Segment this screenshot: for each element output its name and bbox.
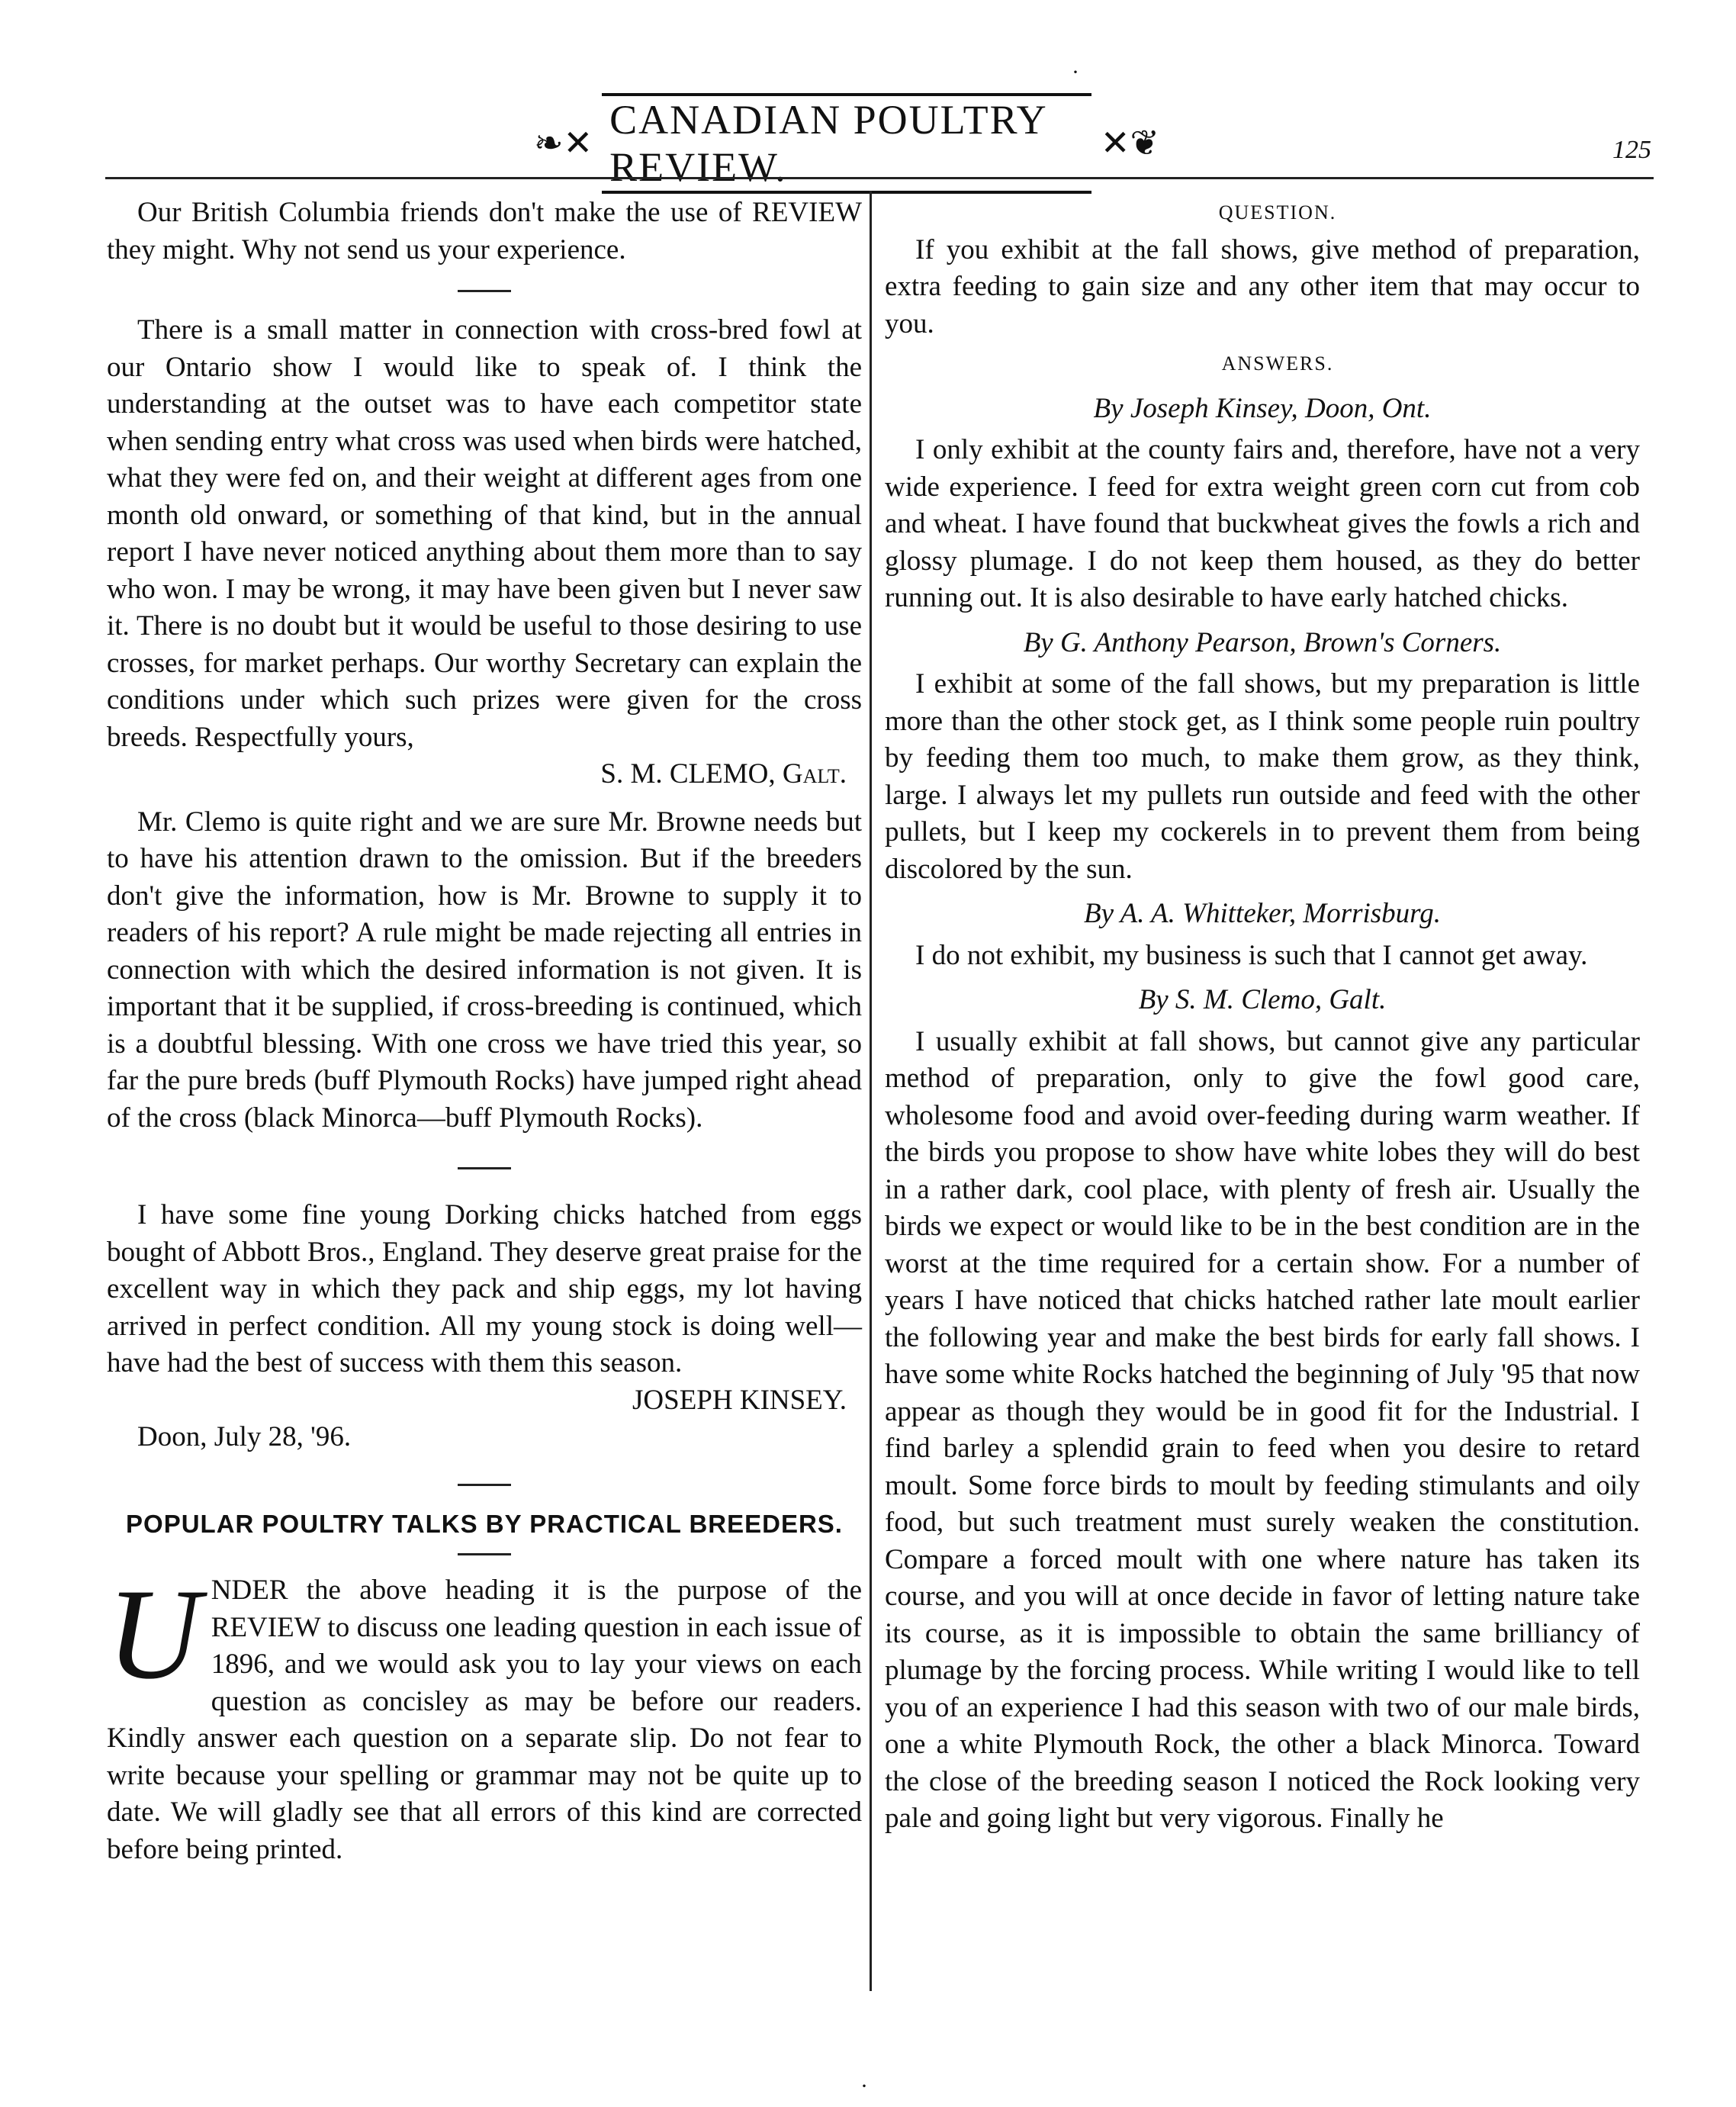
byline-kinsey: By Joseph Kinsey, Doon, Ont. [1093, 392, 1432, 424]
column-divider [870, 191, 872, 1991]
signature-kinsey: JOSEPH KINSEY. [632, 1384, 847, 1416]
intro-text: NDER the above heading it is the purpose of the REVIEW to discuss one leading question in each issue of 1896, and we would ask you to lay your views on each question as concisley as may be before our readers. Kindly answer each question on a separate slip. Do not fear to write because your spelling or grammar may not be quite up to date. We will gladly see that all errors of this kind are corrected before being printed. [107, 1575, 862, 1865]
ornament-right-icon: ✕❦ [1100, 124, 1159, 162]
answer-kinsey: I only exhibit at the county fairs and, therefore, have not a very wide experience. I feed for extra weight green corn cut from cob and wheat. I have found that buckwheat gives the fowls a rich and glossy plumage. I do not keep them housed, as they do better running out. It is also desirable to have early hatched chicks. [885, 434, 1640, 613]
question-label: QUESTION. [1218, 201, 1337, 224]
answer-pearson: I exhibit at some of the fall shows, but my preparation is little more than the other stock get, as I think some people ruin poultry by feeding them too much, to make them grow, as they think, large. I always let my pullets run outside and feed with the other pullets, but I keep my cockerels in to prevent them from being discolored by the sun. [885, 668, 1640, 885]
paragraph-british-columbia: Our British Columbia friends don't make the use of REVIEW they might. Why not send us your experience. [107, 197, 862, 265]
ornament-left-icon: ❧✕ [534, 124, 593, 162]
header-rule [105, 177, 1654, 179]
publication-title: CANADIAN POULTRY REVIEW. [602, 93, 1091, 194]
byline-pearson: By G. Anthony Pearson, Brown's Corners. [1023, 626, 1502, 658]
stray-dot-top: · [1072, 60, 1079, 85]
stray-dot-bottom: · [860, 2073, 868, 2099]
section-heading: POPULAR POULTRY TALKS BY PRACTICAL BREEDERS. [126, 1509, 843, 1538]
byline-clemo: By S. M. Clemo, Galt. [1138, 984, 1387, 1015]
answer-clemo: I usually exhibit at fall shows, but cannot give any particular method of preparation, only to give the fowl good care, wholesome food and avoid over-feeding during warm weather. If the birds you propose to show have white lobes they will do best in a rather dark, cool place, with plenty of fresh air. Usually the birds we expect or would like to be in the best condition are in the worst at the time required for a certain show. For a number of years I have noticed that chicks hatched rather late moult earlier the following year and make the best birds for early fall shows. I have some white Rocks hatched the beginning of July '95 that now appear as though they would be in good fit for the Industrial. I find barley a splendid grain to feed when you desire to retard moult. Some force birds to moult by feeding stimulants and oily food, but such treatment must surely weaken the constitution. Compare a forced moult with one where nature has taken its course, and you will at once decide in favor of letting nature take its course, as it is impossible to obtain the same brilliancy of plumage by the forcing process. While writing I would like to tell you of an experience I had this season with two of our male birds, one a white Plymouth Rock, the other a black Minorca. Toward the close of the breeding season I noticed the Rock looking very pale and going light but very vigorous. Finally he [885, 1025, 1640, 1834]
dateline: Doon, July 28, '96. [137, 1421, 352, 1452]
paragraph-dorking-chicks: I have some fine young Dorking chicks hatched from eggs bought of Abbott Bros., England. They deserve great praise for the excellent way in which they pack and ship eggs, my lot having arrived in perfect condition. All my young stock is doing well—have had the best of success with them this season. [107, 1199, 862, 1378]
page-number: 125 [1612, 136, 1651, 164]
paragraph-cross-bred: There is a small matter in connection with cross-bred fowl at our Ontario show I would like to speak of. I think the understanding at the outset was to have each competitor state when sending entry what cross was used when birds were hatched, what they were fed on, and their weight at different ages from one month old onward, or something of that kind, but in the annual report I have never noticed anything about them more than to say who won. I may be wrong, it may have been given but I never saw it. There is no doubt but it would be useful to those desiring to use crosses, for market perhaps. Our worthy Secretary can explain the conditions under which such prizes were given for the cross breeds. Respectfully yours, [107, 314, 862, 753]
signature-clemo: S. M. CLEMO, Galt. [600, 758, 847, 790]
paragraph-editor-reply: Mr. Clemo is quite right and we are sure Mr. Browne needs but to have his attention drawn to the omission. But if the breeders don't give the information, how is Mr. Browne to supply it to readers of his report? A rule might be made rejecting all entries in connection with which the desired information is not given. It is important that it be supplied, if cross-breeding is continued, which is a doubtful blessing. With one cross we have tried this year, so far the pure breds (buff Plymouth Rocks) have jumped right ahead of the cross (black Minorca—buff Plymouth Rocks). [107, 806, 862, 1134]
separator-rule [458, 1553, 511, 1555]
separator-rule [458, 290, 511, 292]
paragraph-intro [107, 1562, 862, 1868]
answers-label: ANSWERS. [1221, 352, 1334, 375]
separator-rule [458, 1484, 511, 1486]
right-column [885, 195, 1640, 1838]
answer-whitteker: I do not exhibit, my business is such that I cannot get away. [915, 939, 1588, 971]
question-text: If you exhibit at the fall shows, give method of preparation, extra feeding to gain size and any other item that may occur to you. [885, 233, 1640, 339]
drop-cap: U [107, 1562, 201, 1706]
masthead [534, 97, 1159, 190]
left-column [107, 195, 862, 1868]
separator-rule [458, 1167, 511, 1169]
byline-whitteker: By A. A. Whitteker, Morrisburg. [1084, 898, 1441, 929]
